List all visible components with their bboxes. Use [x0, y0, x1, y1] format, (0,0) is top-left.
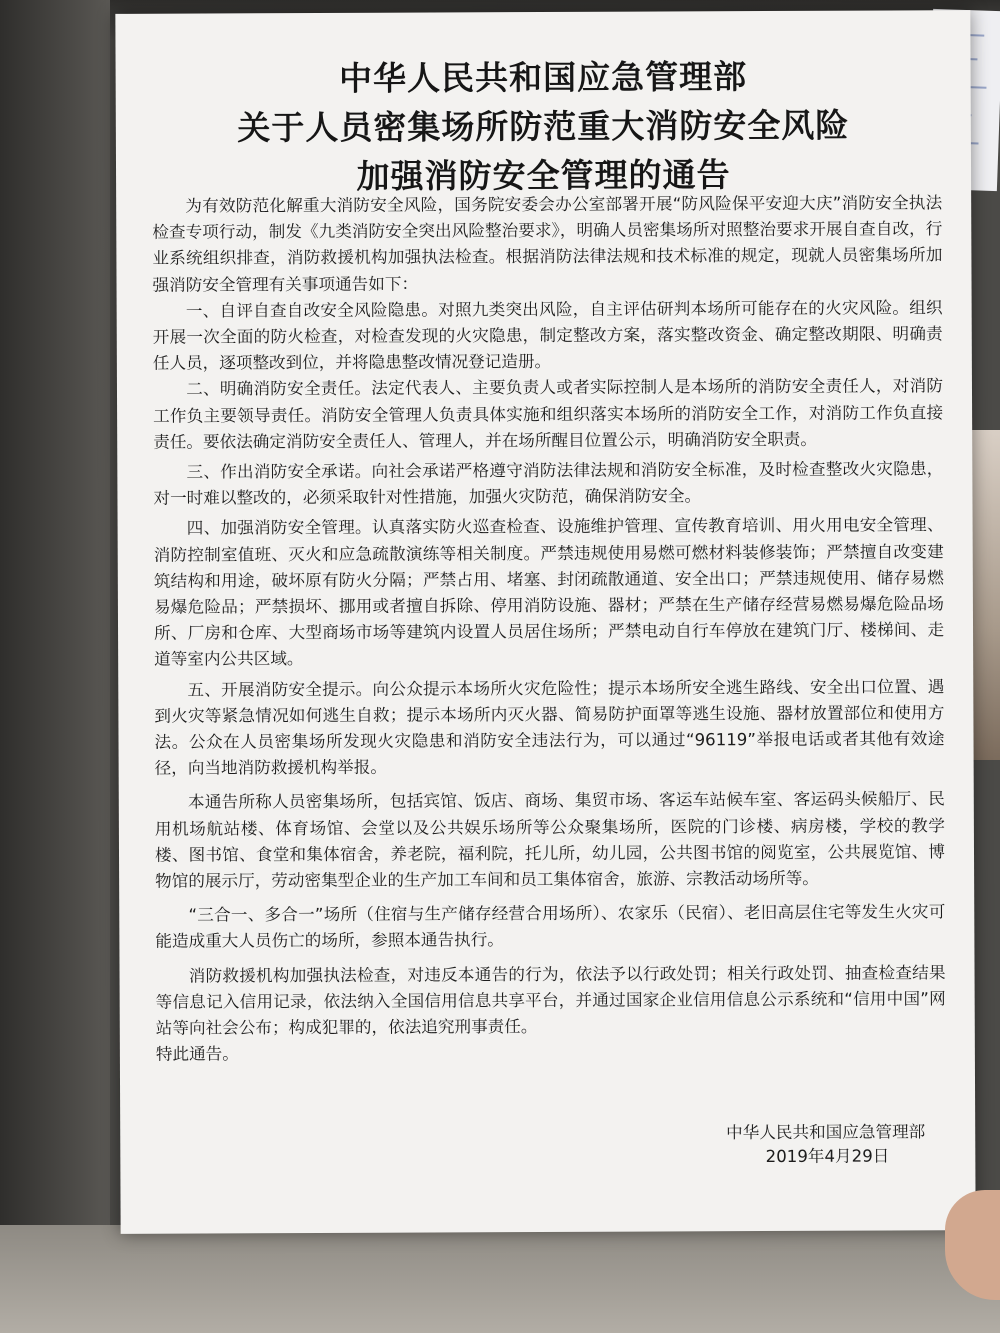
- notice-body: [152, 190, 946, 1068]
- background-desk: [0, 1225, 1000, 1333]
- background-left: [0, 0, 110, 1333]
- notice-paper: [115, 10, 975, 1234]
- issue-date: 2019年4月29日: [765, 1146, 890, 1167]
- notice-title-line2: 关于人员密集场所防范重大消防安全风险: [237, 105, 850, 148]
- notice-scope-paragraph: 本通告所称人员密集场所，包括宾馆、饭店、商场、集贸市场、客运车站候车室、客运码头候船厅、民用机场航站楼、体育场馆、会堂以及公共娱乐场所等公众聚集场所，医院的门诊楼、病房楼，学校的教学楼、图书馆、食堂和集体宿舍，养老院，福利院，托儿所，幼儿园，公共图书馆的阅览室，公共展览馆、博物馆的展示厅，劳动密集型企业的生产加工车间和员工集体宿舍，旅游、宗教活动场所等。: [154, 789, 946, 891]
- notice-item-3: 三、作出消防安全承诺。向社会承诺严格遵守消防法律法规和消防安全标准，及时检查整改火灾隐患，对一时难以整改的，必须采取针对性措施，加强火灾防范，确保消防安全。: [153, 459, 944, 508]
- notice-item-5: 五、开展消防安全提示。向公众提示本场所火灾危险性；提示本场所安全逃生路线、安全出口位置、遇到火灾等紧急情况如何逃生自救；提示本场所内灭火器、简易防护面罩等逃生设施、器材放置部位和使用方法。公众在人员密集场所发现火灾隐患和消防安全违法行为，可以通过“96119”举报电话或者其他有效途径，向当地消防救援机构举报。: [154, 676, 945, 778]
- notice-item-2: 二、明确消防安全责任。法定代表人、主要负责人或者实际控制人是本场所的消防安全责任人，对消防工作负主要领导责任。消防安全管理人负责具体实施和组织落实本场所的消防安全工作，对消防工作负直接责任。要依法确定消防安全责任人、管理人，并在场所醒目位置公示，明确消防安全职责。: [153, 376, 944, 452]
- notice-signature: [660, 1120, 925, 1169]
- notice-enforcement-paragraph: 消防救援机构加强执法检查，对违反本通告的行为，依法予以行政处罚；相关行政处罚、抽查检查结果等信息记入信用记录，依法纳入全国信用信息共享平台，并通过国家企业信用信息公示系统和“信用中国”网站等向社会公布；构成犯罪的，依法追究刑事责任。: [155, 962, 946, 1038]
- notice-closing: 特此通告。: [155, 1044, 239, 1065]
- notice-item-4: 四、加强消防安全管理。认真落实防火巡查检查、设施维护管理、宣传教育培训、用火用电安全管理、消防控制室值班、灭火和应急疏散演练等相关制度。严禁违规使用易燃可燃材料装修装饰；严禁擅自改变建筑结构和用途，破坏原有防火分隔；严禁占用、堵塞、封闭疏散通道、安全出口；严禁违规使用、储存易燃易爆危险品；严禁损坏、挪用或者擅自拆除、停用消防设施、器材；严禁在生产储存经营易燃易爆危险品场所、厂房和仓库、大型商场市场等建筑内设置人员居住场所；严禁电动自行车停放在建筑门厅、楼梯间、走道等室内公共区域。: [153, 515, 945, 670]
- notice-intro-paragraph: 为有效防范化解重大消防安全风险，国务院安委会办公室部署开展“防风险保平安迎大庆”消防安全执法检查专项行动，制发《九类消防安全突出风险整治要求》，明确人员密集场所对照整治要求开展自查自改，行业系统组织排查，消防救援机构加强执法检查。根据消防法律法规和技术标准的规定，现就人员密集场所加强消防安全管理有关事项通告如下：: [152, 193, 943, 295]
- issuer-name: 中华人民共和国应急管理部: [726, 1122, 926, 1143]
- notice-title-line1: 中华人民共和国应急管理部: [339, 57, 748, 98]
- notice-reference-paragraph: “三合一、多合一”场所（住宿与生产储存经营合用场所）、农家乐（民宿）、老旧高层住宅等发生火灾可能造成重大人员伤亡的场所，参照本通告执行。: [155, 902, 946, 952]
- notice-item-1: 一、自评自查自改安全风险隐患。对照九类突出风险，自主评估研判本场所可能存在的火灾风险。组织开展一次全面的防火检查，对检查发现的火灾隐患，制定整改方案，落实整改资金、确定整改期限、明确责任人员，逐项整改到位，并将隐患整改情况登记造册。: [152, 298, 943, 373]
- notice-title-line3: 加强消防安全管理的通告: [356, 155, 731, 196]
